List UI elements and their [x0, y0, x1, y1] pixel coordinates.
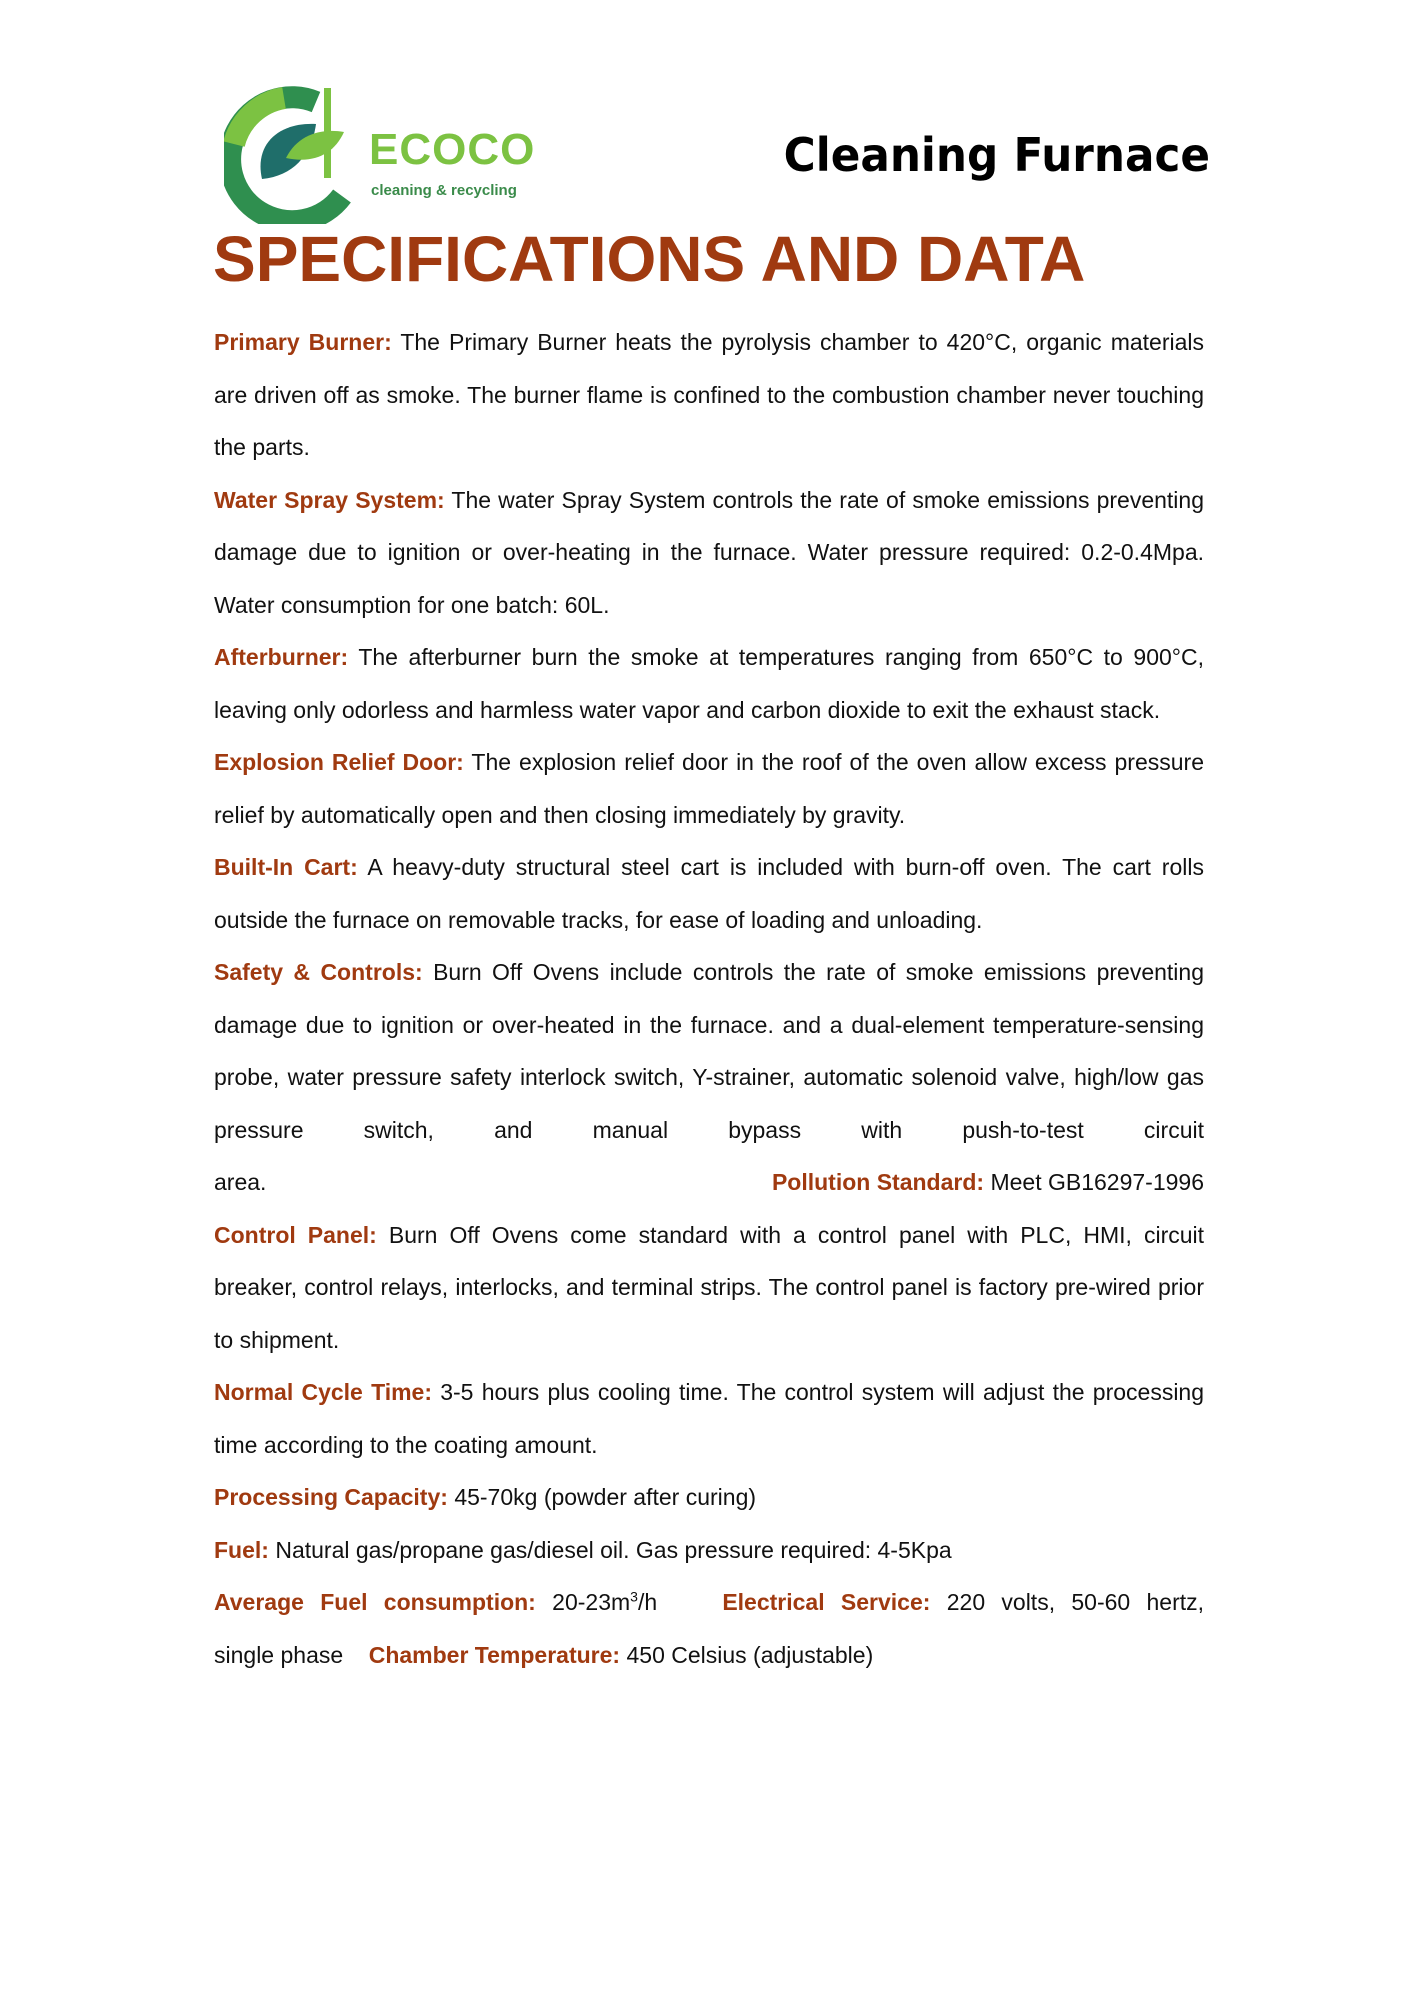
spec-text: The Primary Burner heats the pyrolysis chamber to 420°C, organic materials are driven off as smoke. The burner flame is confined to the combustion chamber never touching the parts.: [214, 329, 1204, 460]
spec-label: Safety & Controls:: [214, 959, 423, 985]
spec-label: Processing Capacity:: [214, 1484, 448, 1510]
spec-label: Normal Cycle Time:: [214, 1379, 432, 1405]
logo-tagline: cleaning & recycling: [371, 182, 517, 199]
spec-label: Control Panel:: [214, 1221, 377, 1248]
spec-text-tail: area.: [214, 1169, 267, 1195]
spec-afterburner: [214, 631, 1204, 736]
spec-label: Water Spray System:: [214, 486, 445, 513]
spec-label: Pollution Standard:: [771, 1169, 985, 1195]
spec-pollution-standard: [772, 1156, 1204, 1209]
spec-phase-chamber: [214, 1629, 1204, 1682]
spec-label: Explosion Relief Door:: [214, 749, 464, 775]
spec-text: The explosion relief door in the roof of the oven allow excess pressure relief by automatically open and then closing immediately by gravity.: [214, 749, 1204, 828]
product-title: Cleaning Furnace: [783, 128, 1210, 182]
spec-value: 450 Celsius (adjustable): [626, 1641, 874, 1668]
spec-label: Built-In Cart:: [214, 854, 358, 880]
spec-text: Burn Off Ovens come standard with a control panel with PLC, HMI, circuit breaker, control relays, interlocks, and terminal strips. The control panel is factory pre-wired prior to shipment.: [214, 1221, 1205, 1353]
spec-safety-controls: [214, 946, 1204, 1156]
spec-value: 45-70kg (powder after curing): [454, 1484, 757, 1510]
spec-water-spray: [214, 474, 1204, 632]
spec-label: Afterburner:: [214, 644, 349, 670]
logo-wordmark: ECOCO: [369, 125, 536, 174]
spec-text: 3-5 hours plus cooling time. The control system will adjust the processing time according to the coating amount.: [214, 1379, 1205, 1458]
spec-label: Primary Burner:: [214, 329, 392, 355]
spec-value: 220 volts, 50-60 hertz,: [946, 1589, 1205, 1615]
spec-cycle-time: [214, 1366, 1204, 1471]
spec-pollution-line: [214, 1156, 1204, 1209]
spec-control-panel: [214, 1209, 1204, 1367]
spec-fuel-electrical: [214, 1576, 1204, 1629]
spec-explosion-door: [214, 736, 1204, 841]
spec-capacity: [214, 1471, 1204, 1524]
spec-text: A heavy-duty structural steel cart is included with burn-off oven. The cart rolls outside the furnace on removable tracks, for ease of loading and unloading.: [214, 854, 1204, 933]
spec-label: Chamber Temperature:: [368, 1641, 621, 1668]
spec-value: Natural gas/propane gas/diesel oil. Gas pressure required: 4-5Kpa: [275, 1536, 952, 1563]
spec-built-in-cart: [214, 841, 1204, 946]
spec-label: Fuel:: [214, 1536, 269, 1563]
spec-value: $20-23m^3/h$: [552, 1588, 658, 1615]
spec-value: Meet GB16297-1996: [990, 1169, 1204, 1195]
specifications-body: [214, 316, 1204, 1681]
page-title: SPECIFICATIONS AND DATA: [213, 223, 1086, 295]
spec-fuel: [214, 1524, 1204, 1577]
spec-text: The afterburner burn the smoke at temperatures ranging from 650°C to 900°C, leaving only odorless and harmless water vapor and carbon dioxide to exit the exhaust stack.: [214, 644, 1204, 723]
spec-primary-burner: [214, 316, 1204, 474]
spec-text: The water Spray System controls the rate of smoke emissions preventing damage due to ignition or over-heating in the furnace. Water pressure required: 0.2-0.4Mpa. Water consumption for one batch: 60L.: [214, 486, 1204, 618]
company-logo: [224, 84, 544, 224]
ecoco-leaf-icon: [224, 84, 374, 224]
spec-label: Average Fuel consumption:: [214, 1589, 536, 1615]
spec-label: Electrical Service:: [722, 1589, 931, 1615]
spec-value: single phase: [214, 1641, 344, 1668]
spec-text: Burn Off Ovens include controls the rate of smoke emissions preventing damage due to ignition or over-heated in the furnace. and a dual-element temperature-sensing probe, water pressure safety interlock switch, Y-strainer, automatic solenoid valve, high/low gas pressure switch, and manual bypass with push-to-test circuit: [214, 959, 1204, 1143]
